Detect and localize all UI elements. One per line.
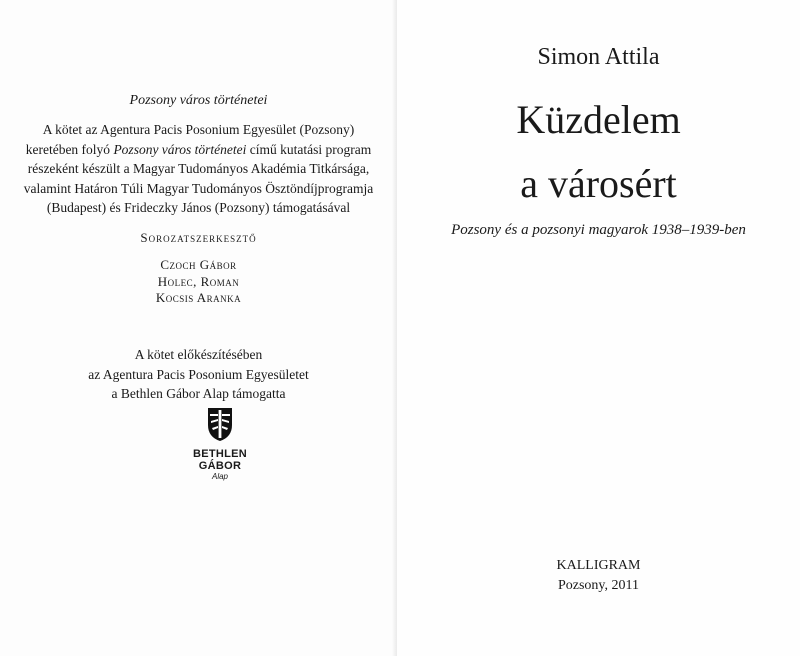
- publisher-imprint: [397, 556, 800, 596]
- prep-line-3: a Bethlen Gábor Alap támogatta: [111, 386, 286, 401]
- support-line-3: részeként készült a Magyar Tudományos Akadémia Titkársága,: [27, 161, 370, 176]
- series-editor-heading: Sorozatszerkesztő: [140, 230, 257, 245]
- series-title: Pozsony város történetei: [129, 93, 268, 108]
- right-page: [397, 0, 800, 656]
- support-line-4: valamint Határon Túli Magyar Tudományos Ösztöndíjprogramja: [23, 180, 374, 196]
- series-editors-list: [0, 257, 397, 307]
- logo-subtitle: Alap: [211, 472, 228, 481]
- publication-place-year: Pozsony, 2011: [557, 578, 640, 593]
- support-line-5: (Budapest) és Frideczky János (Pozsony) támogatásával: [46, 200, 351, 215]
- author-name: Simon Attila: [537, 44, 660, 70]
- left-page: [0, 0, 397, 656]
- publisher-name: KALLIGRAM: [556, 558, 641, 573]
- book-title-line-1: Küzdelem: [516, 97, 681, 142]
- bethlen-gabor-shield-icon: [206, 405, 234, 443]
- series-editor: Czoch Gábor: [160, 257, 237, 272]
- prep-line-2: az Agentura Pacis Posonium Egyesületet: [88, 366, 309, 382]
- preparation-statement: [0, 345, 397, 404]
- series-editor: Holec, Roman: [157, 273, 240, 289]
- logo-name: BETHLEN GÁBOR: [192, 448, 248, 472]
- book-title-line-2: a városért: [520, 161, 677, 206]
- bethlen-gabor-logo: [175, 405, 265, 481]
- support-line-2: keretében folyó Pozsony város történetei című kutatási program: [25, 141, 372, 157]
- support-line-1: A kötet az Agentura Pacis Posonium Egyesület (Pozsony): [42, 122, 355, 137]
- support-statement: [0, 120, 397, 218]
- series-editor: Kocsis Aranka: [155, 290, 242, 305]
- bleed-through-text: [175, 40, 178, 56]
- book-subtitle: Pozsony és a pozsonyi magyarok 1938–1939-ben: [451, 222, 746, 238]
- prep-line-1: A kötet előkészítésében: [134, 347, 263, 362]
- series-title-inline: Pozsony város történetei: [113, 141, 247, 157]
